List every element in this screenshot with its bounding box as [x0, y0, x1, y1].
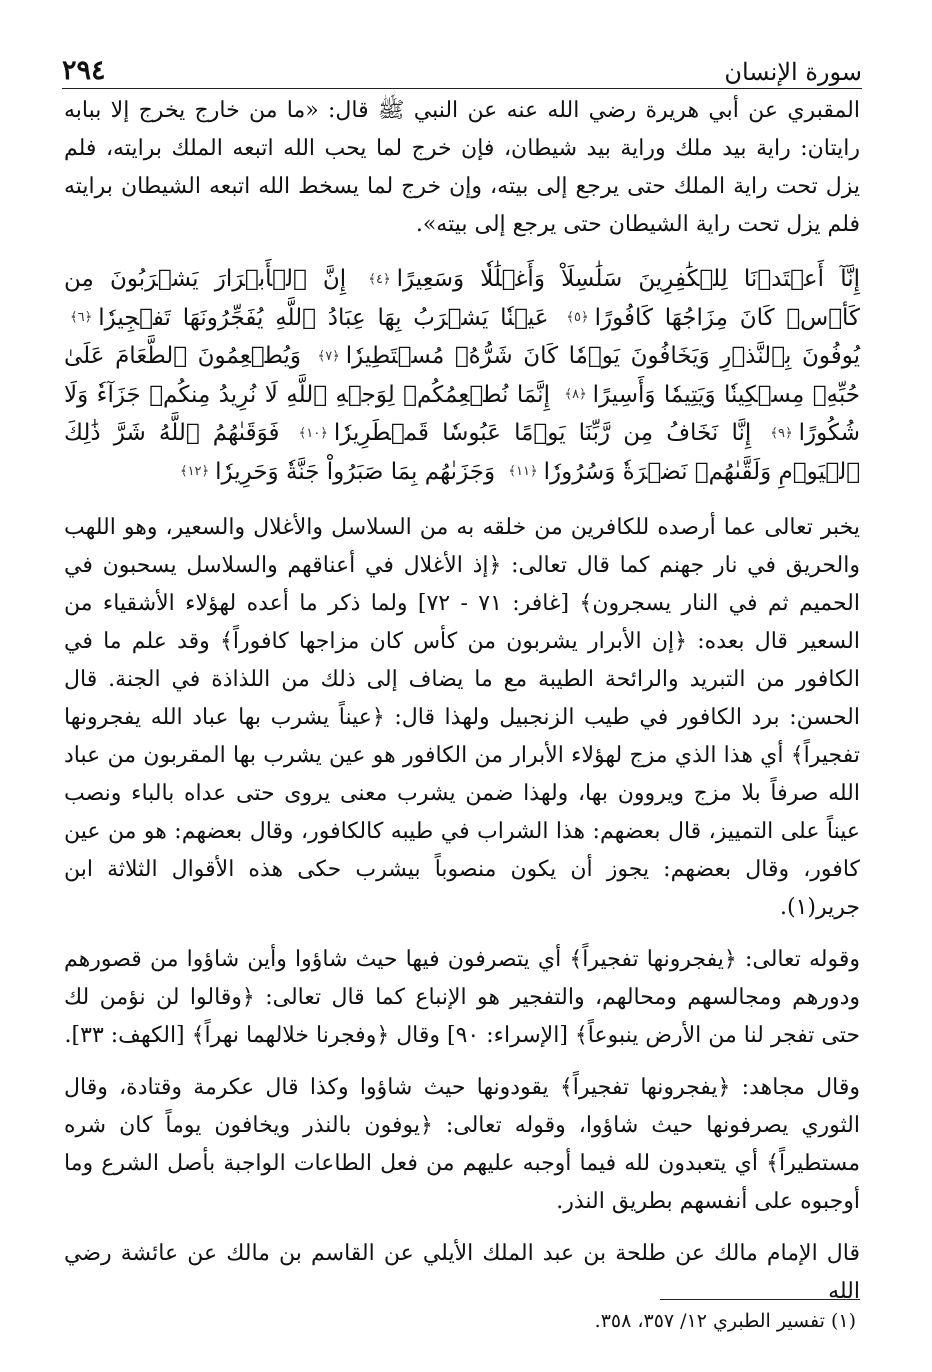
verse-number-marker: ﴿١٠﴾	[298, 425, 328, 441]
quran-verse: وَيُطۡعِمُونَ ٱلطَّعَامَ عَلَىٰ حُبِّهِۦ مِسۡكِينٗا وَيَتِيمٗا وَأَسِيرًا﴿٨﴾	[64, 343, 860, 408]
quran-verse: فَوَقَىٰهُمُ ٱللَّهُ شَرَّ ذَٰلِكَ ٱلۡيَوۡمِ وَلَقَّىٰهُمۡ نَضۡرَةٗ وَسُرُورٗا﴿١١﴾	[64, 420, 860, 485]
page-header	[62, 46, 862, 89]
quran-verse: إِنَّ ٱلۡأَبۡرَارَ يَشۡرَبُونَ مِن كَأۡسٖ كَانَ مِزَاجُهَا كَافُورًا﴿٥﴾	[64, 266, 860, 331]
verse-number-marker: ﴿١١﴾	[508, 464, 538, 479]
quran-verse: يُوفُونَ بِٱلنَّذۡرِ وَيَخَافُونَ يَوۡمٗا كَانَ شَرُّهُۥ مُسۡتَطِيرٗا﴿٧﴾	[312, 343, 860, 369]
page-number: ٢٩٤	[62, 55, 106, 86]
footnote-divider	[660, 1299, 860, 1300]
verse-number-marker: ﴿٤﴾	[368, 271, 391, 287]
commentary-paragraph: وقوله تعالى: ﴿يفجرونها تفجيراً﴾ أي يتصرفون فيها حيث شاؤوا وأين شاؤوا من قصورهم ودورهم ومجالسهم ومحالهم، والتفجير هو الإنباع كما قال تعالى: ﴿وقالوا لن نؤمن لك حتى تفجر لنا من الأرض ينبوعاً﴾ [الإسراء: ٩٠] وقال ﴿وفجرنا خلالهما نهراً﴾ [الكهف: ٣٣].	[64, 947, 860, 1048]
commentary-paragraph: يخبر تعالى عما أرصده للكافرين من خلقه به من السلاسل والأغلال والسعير، وهو اللهب والحريق في نار جهنم كما قال تعالى: ﴿إذ الأغلال في أعناقهم والسلاسل يسحبون في الحميم ثم في النار يسجرون﴾ [غافر: ٧١ - ٧٢] ولما ذكر ما أعده لهؤلاء الأشقياء من السعير قال بعده: ﴿إن الأبرار يشربون من كأس كان مزاجها كافوراً﴾ وقد علم ما في الكافور من التبريد والرائحة الطيبة مع ما يضاف إلى ذلك من اللذاذة في الجنة. قال الحسن: برد الكافور في طيب الزنجبيل ولهذا قال: ﴿عيناً يشرب بها عباد الله يفجرونها تفجيراً﴾ أي هذا الذي مزج لهؤلاء الأبرار من الكافور هو عين يشرب بها المقربون من عباد الله صرفاً بلا مزج ويروون بها، ولهذا ضمن يشرب معنى يروى حتى عداه بالباء ونصب عيناً على التمييز، قال بعضهم: هذا الشراب في طيبه كالكافور، وقال بعضهم: هو من عين كافور، وقال بعضهم: يجوز أن يكون منصوباً بيشرب حكى هذه الأقوال الثلاثة ابن جرير(١).	[64, 515, 860, 920]
page-body	[64, 92, 860, 1325]
quran-verses-block	[64, 260, 860, 491]
quran-verse: إِنَّا نَخَافُ مِن رَّبِّنَا يَوۡمًا عَبُوسٗا قَمۡطَرِيرٗا﴿١٠﴾	[293, 420, 752, 446]
verse-number-marker: ﴿١٢﴾	[179, 464, 210, 479]
commentary-paragraph: قال الإمام مالك عن طلحة بن عبد الملك الأيلي عن القاسم بن مالك عن عائشة رضي الله	[64, 1241, 860, 1304]
quran-verse: إِنَّآ أَعۡتَدۡنَا لِلۡكَٰفِرِينَ سَلَٰسِلَاْ وَأَغۡلَٰلٗا وَسَعِيرًا﴿٤﴾	[362, 266, 860, 292]
quran-verse: وَجَزَىٰهُم بِمَا صَبَرُواْ جَنَّةٗ وَحَرِيرٗا﴿١٢﴾	[174, 459, 495, 485]
verse-number-marker: ﴿٥﴾	[566, 310, 589, 325]
quran-verse: إِنَّمَا نُطۡعِمُكُمۡ لِوَجۡهِ ٱللَّهِ لَا نُرِيدُ مِنكُمۡ جَزَآءٗ وَلَا شُكُورًا﴿٩﴾	[64, 382, 860, 447]
quran-verse: عَيۡنٗا يَشۡرَبُ بِهَا عِبَادُ ٱللَّهِ يُفَجِّرُونَهَا تَفۡجِيرٗا﴿٦﴾	[64, 305, 549, 331]
verse-number-marker: ﴿٩﴾	[770, 425, 793, 441]
verse-number-marker: ﴿٨﴾	[564, 387, 587, 402]
footnote: (١) تفسير الطبري ١٢/ ٣٥٧، ٣٥٨.	[594, 1310, 856, 1332]
intro-paragraph: المقبري عن أبي هريرة رضي الله عنه عن النبي ﷺ قال: «ما من خارج يخرج إلا ببابه رايتان: راية بيد ملك وراية بيد شيطان، فإن خرج لما يحب الله اتبعه الملك برايته، فلم يزل تحت راية الملك حتى يرجع إلى بيته، وإن خرج لما يسخط الله اتبعه الشيطان برايته فلم يزل تحت راية الشيطان حتى يرجع إلى بيته».	[64, 98, 860, 237]
verse-number-marker: ﴿٧﴾	[317, 348, 340, 364]
surah-title: سورة الإنسان	[724, 58, 862, 86]
commentary-paragraph: وقال مجاهد: ﴿يفجرونها تفجيراً﴾ يقودونها حيث شاؤوا وكذا قال عكرمة وقتادة، وقال الثوري يصرفونها حيث شاؤوا، وقوله تعالى: ﴿يوفون بالنذر ويخافون يوماً كان شره مستطيراً﴾ أي يتعبدون لله فيما أوجبه عليهم من فعل الطاعات الواجبة بأصل الشرع وما أوجبوه على أنفسهم بطريق النذر.	[64, 1075, 860, 1214]
verse-number-marker: ﴿٦﴾	[70, 310, 93, 325]
